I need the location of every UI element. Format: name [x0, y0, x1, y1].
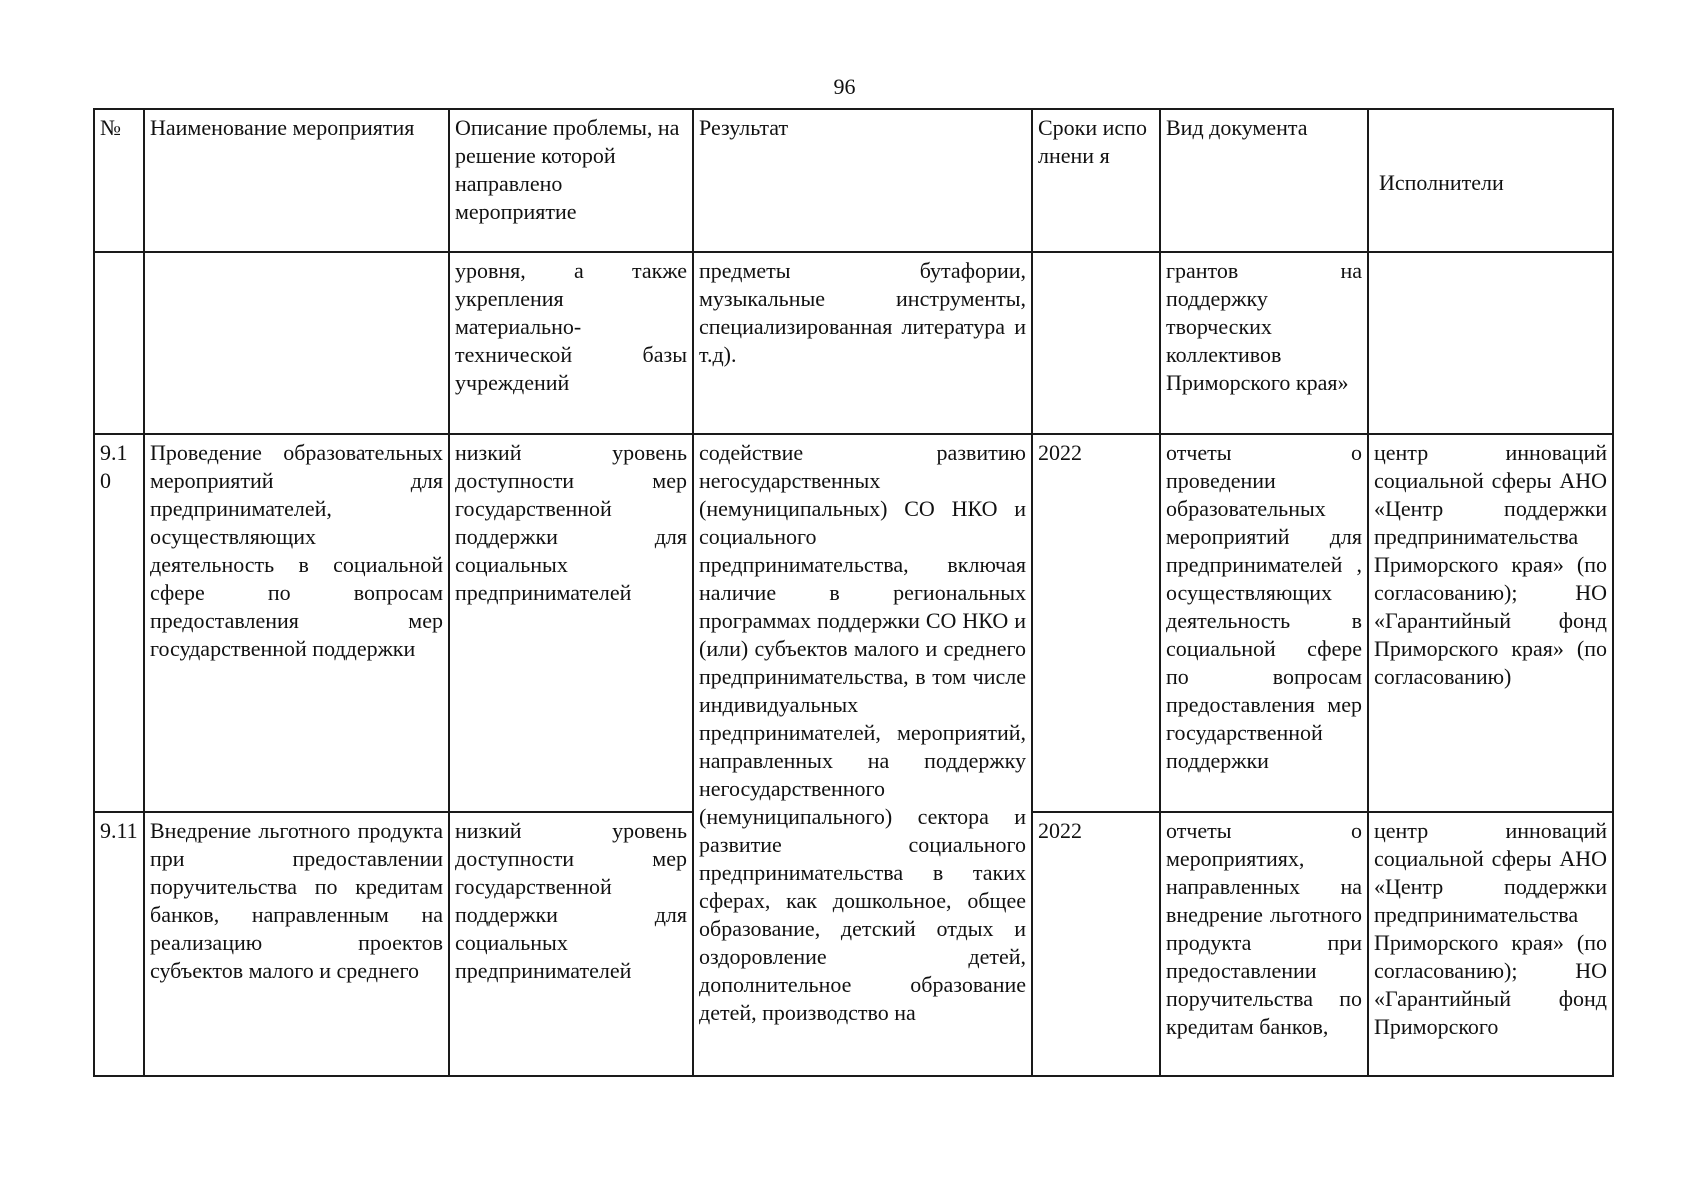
header-result: Результат — [693, 109, 1032, 252]
cell-doc-type: грантов на поддержку творческих коллективов Приморского края» — [1160, 252, 1368, 434]
cell-num: 9.10 — [94, 434, 144, 812]
cell-performers: центр инноваций социальной сферы АНО «Центр поддержки предпринимательства Приморского края» (по согласованию); НО «Гарантийный фонд Приморского — [1368, 812, 1613, 1076]
cell-num — [94, 252, 144, 434]
cell-name: Внедрение льготного продукта при предоставлении поручительства по кредитам банков, направленным на реализацию проектов субъектов малого и среднего — [144, 812, 449, 1076]
cell-result: предметы бутафории, музыкальные инструменты, специализированная литература и т.д). — [693, 252, 1032, 434]
page-number: 96 — [833, 74, 856, 99]
cell-deadline — [1032, 252, 1160, 434]
cell-problem: уровня, а также укрепления материально-технической базы учреждений — [449, 252, 693, 434]
cell-doc-type: отчеты о проведении образовательных мероприятий для предпринимателей , осуществляющих деятельность в социальной сфере по вопросам предоставления мер государственной поддержки — [1160, 434, 1368, 812]
cell-performers: центр инноваций социальной сферы АНО «Центр поддержки предпринимательства Приморского края» (по согласованию); НО «Гарантийный фонд Приморского края» (по согласованию) — [1368, 434, 1613, 812]
header-performers: Исполнители — [1368, 109, 1613, 252]
cell-doc-type: отчеты о мероприятиях, направленных на внедрение льготного продукта при предоставлении поручительства по кредитам банков, — [1160, 812, 1368, 1076]
table-header-row — [94, 109, 1613, 252]
header-doc-type: Вид документа — [1160, 109, 1368, 252]
header-num: № — [94, 109, 144, 252]
header-name: Наименование мероприятия — [144, 109, 449, 252]
cell-deadline: 2022 — [1032, 812, 1160, 1076]
cell-problem: низкий уровень доступности мер государственной поддержки для социальных предпринимателей — [449, 434, 693, 812]
cell-num: 9.11 — [94, 812, 144, 1076]
header-deadline: Сроки исполнени я — [1032, 109, 1160, 252]
cell-performers — [1368, 252, 1613, 434]
cell-deadline: 2022 — [1032, 434, 1160, 812]
table-row — [94, 434, 1613, 812]
header-problem: Описание проблемы, на решение которой направлено мероприятие — [449, 109, 693, 252]
cell-name — [144, 252, 449, 434]
table-row — [94, 252, 1613, 434]
cell-name: Проведение образовательных мероприятий для предпринимателей, осуществляющих деятельность в социальной сфере по вопросам предоставления мер государственной поддержки — [144, 434, 449, 812]
cell-problem: низкий уровень доступности мер государственной поддержки для социальных предпринимателей — [449, 812, 693, 1076]
cell-result: содействие развитию негосударственных (немуниципальных) СО НКО и социального предпринимательства, включая наличие в региональных программах поддержки СО НКО и (или) субъектов малого и среднего предпринимательства, в том числе индивидуальных предпринимателей, мероприятий, направленных на поддержку негосударственного (немуниципального) сектора и развитие социального предпринимательства в таких сферах, как дошкольное, общее образование, детский отдых и оздоровление детей, дополнительное образование детей, производство на — [693, 434, 1032, 1076]
measures-table — [93, 108, 1614, 1077]
